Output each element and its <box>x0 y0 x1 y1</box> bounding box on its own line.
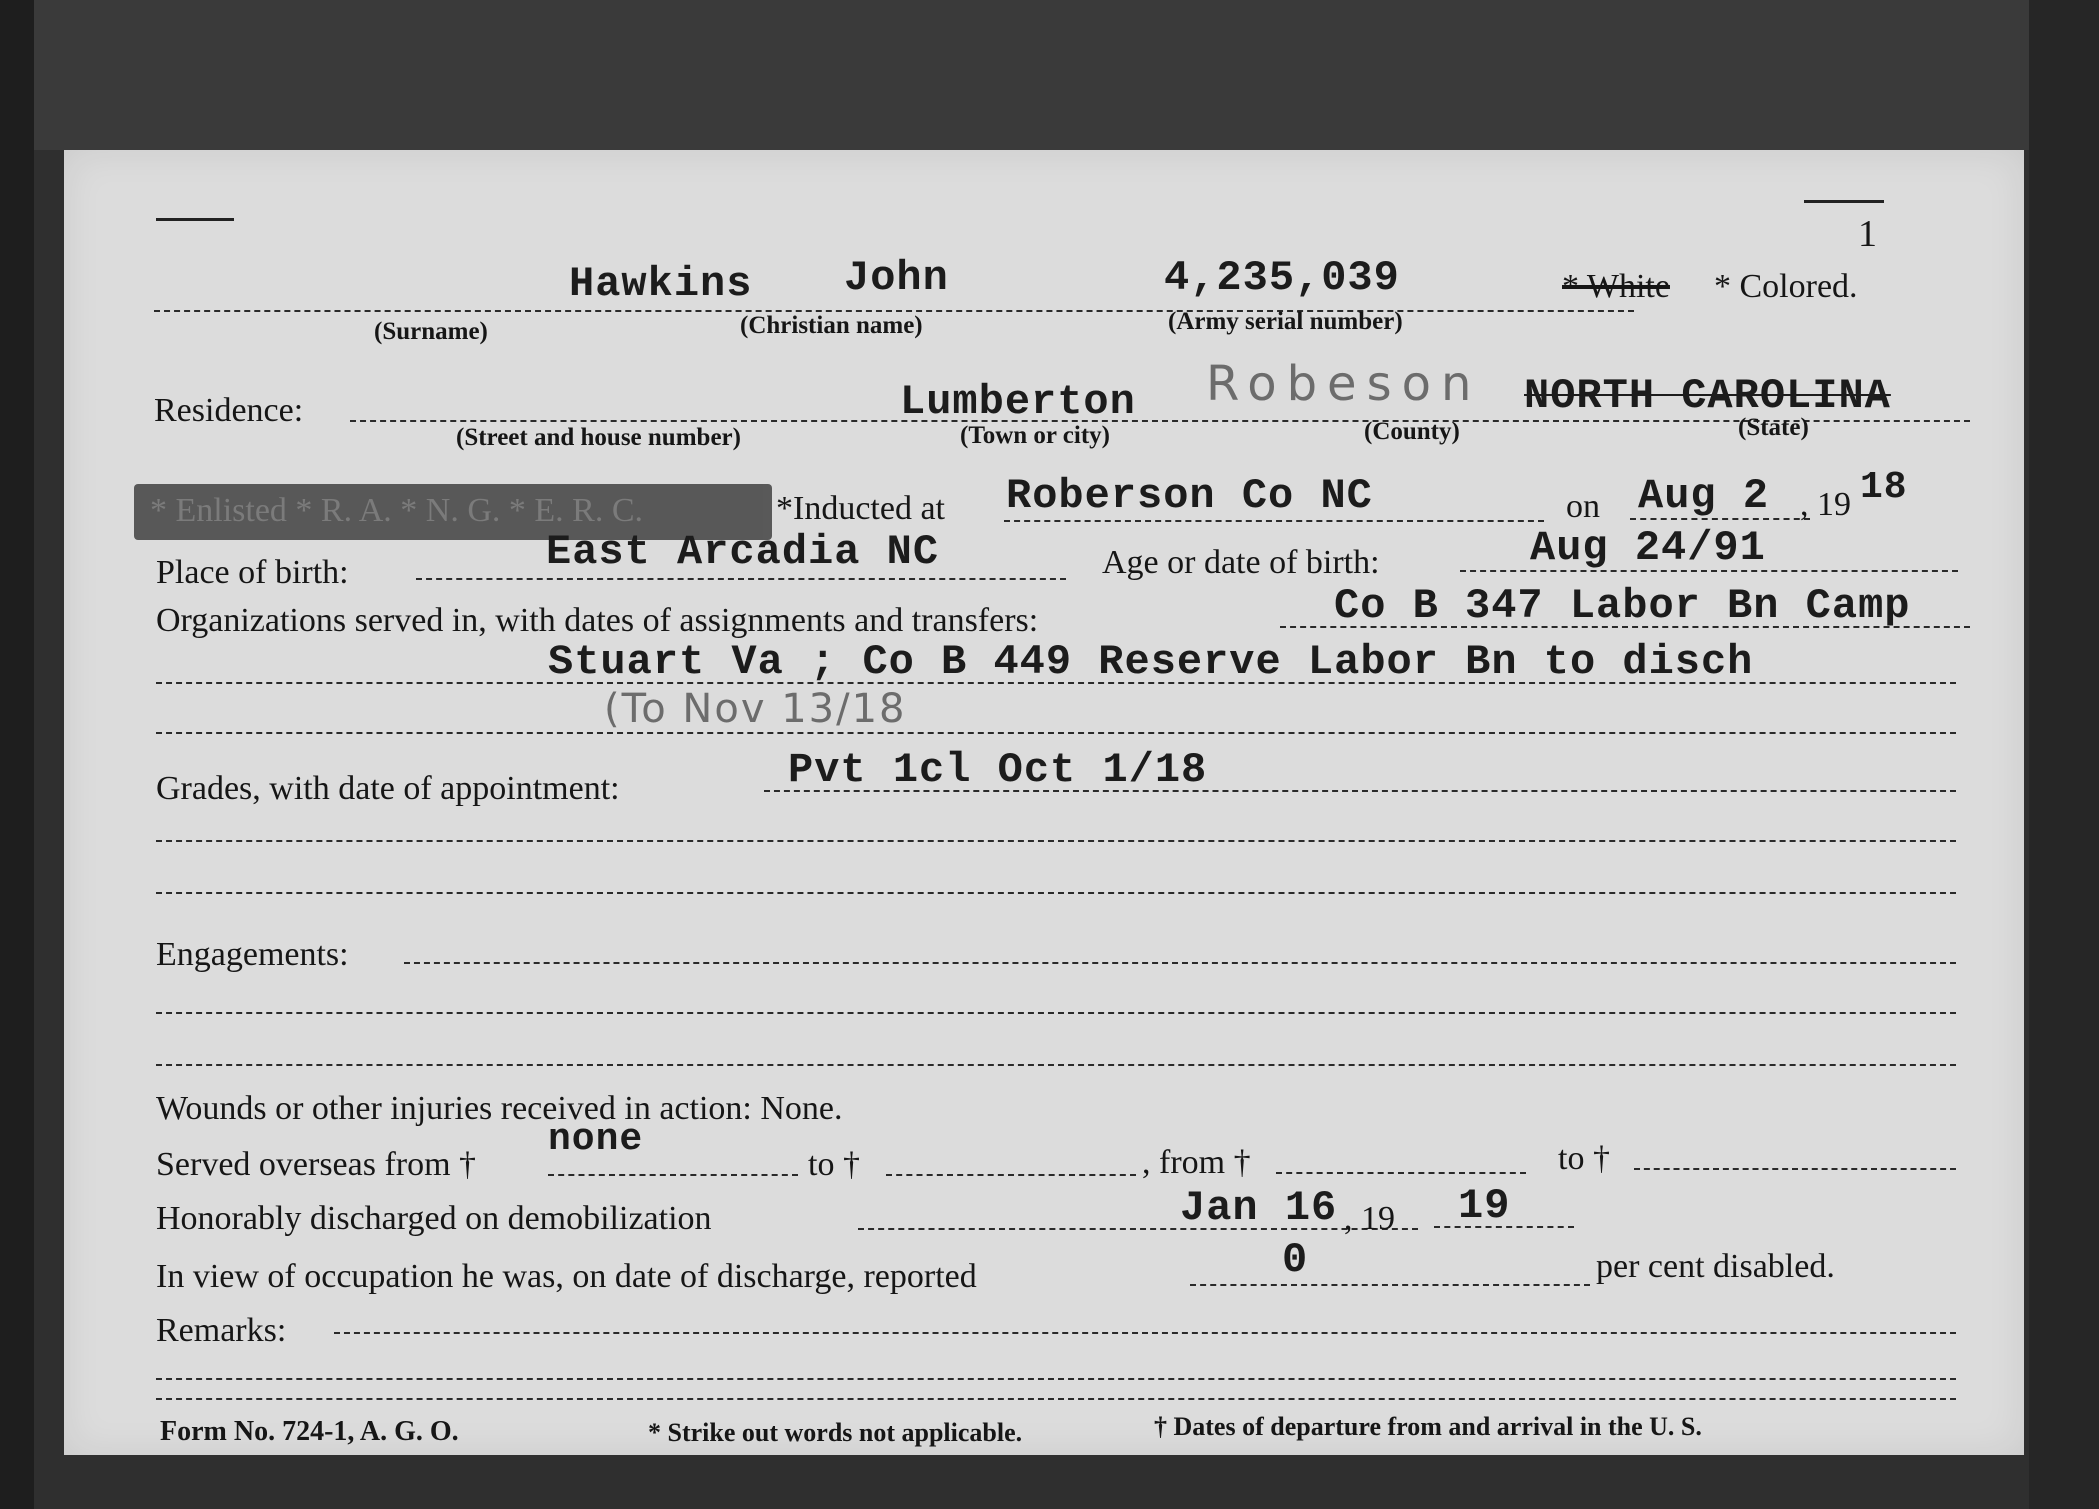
caption-town: (Town or city) <box>960 422 1110 449</box>
discharge-year: 19 <box>1458 1182 1511 1230</box>
induction-date: Aug 2 <box>1638 472 1770 520</box>
birth-place-label: Place of birth: <box>156 554 349 591</box>
remarks-line3 <box>156 1398 1956 1400</box>
remarks-line1 <box>334 1332 1956 1334</box>
wounds-text: Wounds or other injuries received in action: None. <box>156 1090 843 1127</box>
overseas-value: none <box>548 1118 644 1161</box>
christian-name-value: John <box>844 254 949 302</box>
sheet-number: 1 <box>1858 213 1877 255</box>
residence-label: Residence: <box>154 392 304 429</box>
grades-line1 <box>764 790 1956 792</box>
organizations-underline2 <box>156 682 1956 684</box>
footnote-dates: † Dates of departure from and arrival in the U. S. <box>1154 1412 1702 1441</box>
organizations-line2: Stuart Va ; Co B 449 Reserve Labor Bn to disch <box>548 638 1754 686</box>
residence-town: Lumberton <box>900 378 1136 426</box>
caption-christian-name: (Christian name) <box>740 312 923 339</box>
residence-state: NORTH CAROLINA <box>1524 372 1891 420</box>
grades-value: Pvt 1cl Oct 1/18 <box>788 746 1208 794</box>
birth-date-value: Aug 24/91 <box>1530 524 1766 572</box>
race-colored: * Colored. <box>1714 268 1858 305</box>
inducted-place: Roberson Co NC <box>1006 472 1373 520</box>
footnote-strike: * Strike out words not applicable. <box>648 1418 1023 1447</box>
form-number: Form No. 724-1, A. G. O. <box>160 1416 459 1447</box>
inducted-label: *Inducted at <box>776 490 945 527</box>
overseas-to-label2: to † <box>1558 1140 1610 1177</box>
organizations-note-handwritten: (To Nov 13/18 <box>604 686 907 732</box>
caption-surname: (Surname) <box>374 318 488 345</box>
grades-label: Grades, with date of appointment: <box>156 770 620 807</box>
disability-suffix: per cent disabled. <box>1596 1248 1835 1285</box>
age-label: Age or date of birth: <box>1102 544 1380 581</box>
inducted-line <box>1004 520 1544 522</box>
discharge-label: Honorably discharged on demobilization <box>156 1200 712 1237</box>
grades-line2 <box>156 840 1956 842</box>
race-white-struck: * White <box>1562 268 1670 305</box>
induction-century: , 19 <box>1800 486 1851 523</box>
disability-value: 0 <box>1282 1236 1309 1284</box>
induction-year: 18 <box>1860 466 1908 509</box>
on-label: on <box>1566 488 1600 525</box>
overseas-line1 <box>548 1174 798 1176</box>
overseas-line2 <box>886 1174 1136 1176</box>
background-left-edge <box>0 0 34 1509</box>
birth-place-line <box>416 578 1066 580</box>
overseas-to-label: to † <box>808 1146 860 1183</box>
background-top <box>0 0 2099 150</box>
disability-line <box>1190 1284 1590 1286</box>
serial-number-value: 4,235,039 <box>1164 254 1400 302</box>
disability-label: In view of occupation he was, on date of discharge, reported <box>156 1258 977 1295</box>
grades-line3 <box>156 892 1956 894</box>
engagements-line3 <box>156 1064 1956 1066</box>
engagements-line2 <box>156 1012 1956 1014</box>
residence-line <box>350 420 1970 422</box>
remarks-label: Remarks: <box>156 1312 287 1349</box>
overseas-line4 <box>1634 1168 1956 1170</box>
caption-street: (Street and house number) <box>456 424 741 451</box>
caption-serial: (Army serial number) <box>1168 308 1403 335</box>
engagements-line1 <box>404 962 1956 964</box>
discharge-year-line <box>1434 1226 1574 1228</box>
discharge-century: , 19 <box>1344 1200 1395 1237</box>
caption-county: (County) <box>1364 418 1460 445</box>
overseas-line3 <box>1276 1172 1526 1174</box>
surname-value: Hawkins <box>569 260 753 308</box>
background-right-edge <box>2029 0 2099 1509</box>
service-record-card <box>64 150 2024 1455</box>
enlisted-struck-text: * Enlisted * R. A. * N. G. * E. R. C. <box>150 492 644 529</box>
organizations-underline3 <box>156 732 1956 734</box>
organizations-underline1 <box>1280 626 1970 628</box>
caption-state: (State) <box>1738 414 1809 441</box>
organizations-line1: Co B 347 Labor Bn Camp <box>1334 582 1911 630</box>
remarks-line2 <box>156 1378 1956 1380</box>
top-right-rule <box>1804 200 1884 203</box>
induction-date-line <box>1630 518 1810 520</box>
birth-place-value: East Arcadia NC <box>546 528 940 576</box>
overseas-from-label: , from † <box>1142 1144 1251 1181</box>
birth-date-line <box>1460 570 1958 572</box>
residence-county-handwritten: Robeson <box>1206 356 1482 412</box>
discharge-date: Jan 16 <box>1180 1184 1338 1232</box>
engagements-label: Engagements: <box>156 936 349 973</box>
overseas-label: Served overseas from † <box>156 1146 477 1183</box>
top-left-rule <box>156 218 234 221</box>
organizations-label: Organizations served in, with dates of assignments and transfers: <box>156 602 1039 639</box>
